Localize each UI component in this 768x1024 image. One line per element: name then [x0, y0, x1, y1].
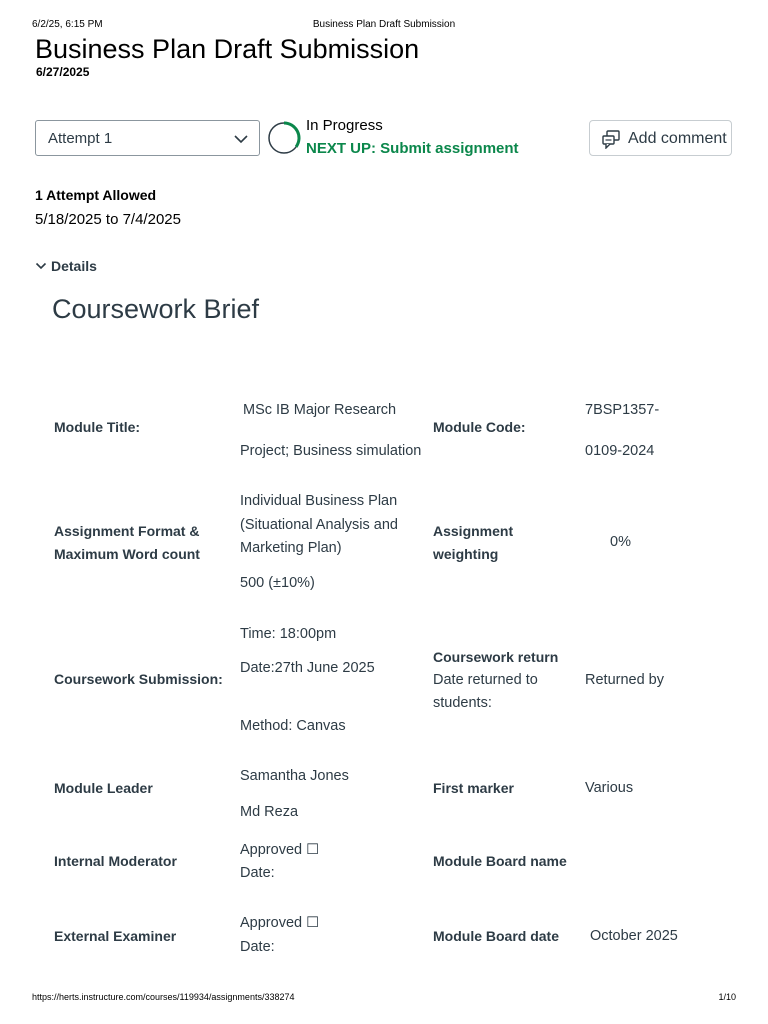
- word-count-value: 500 (±10%): [240, 575, 315, 591]
- due-date: 6/27/2025: [36, 65, 90, 79]
- page-title: Business Plan Draft Submission: [35, 34, 420, 64]
- print-timestamp: 6/2/25, 6:15 PM: [32, 19, 103, 30]
- progress-ring-icon: [267, 121, 301, 155]
- return-subtext-line1: Date returned to: [433, 672, 538, 688]
- chevron-down-icon: [35, 260, 47, 272]
- first-marker-value: Various: [585, 780, 634, 796]
- submission-method: Method: Canvas: [240, 718, 346, 734]
- weighting-label-line1: Assignment: [433, 523, 514, 539]
- attempt-select-value: Attempt 1: [48, 130, 113, 147]
- print-header: [32, 19, 736, 33]
- print-title: Business Plan Draft Submission: [312, 19, 456, 30]
- availability-dates: 5/18/2025 to 7/4/2025: [35, 211, 181, 228]
- format-label-line2: Maximum Word count: [54, 546, 200, 562]
- print-page-number: 1/10: [718, 992, 736, 1002]
- submission-time: Time: 18:00pm: [240, 626, 337, 642]
- weighting-value: 0%: [610, 534, 631, 550]
- module-title-value-line2: Project; Business simulation: [240, 443, 422, 459]
- module-code-value-line1: 7BSP1357-: [585, 402, 660, 418]
- chevron-down-icon: [233, 131, 249, 147]
- return-label: Coursework return: [433, 649, 559, 665]
- format-label-line1: Assignment Format &: [54, 523, 200, 539]
- print-url: https://herts.instructure.com/courses/119934/assignments/338274: [32, 992, 295, 1002]
- next-up-step: NEXT UP: Submit assignment: [306, 140, 519, 157]
- module-board-name-label: Module Board name: [433, 853, 567, 869]
- format-value-line1: Individual Business Plan: [240, 493, 398, 509]
- module-title-value-line1: MSc IB Major Research: [243, 402, 397, 418]
- format-value-line2: (Situational Analysis and: [240, 517, 398, 533]
- weighting-label-line2: weighting: [433, 546, 499, 562]
- internal-moderator-label: Internal Moderator: [54, 853, 177, 869]
- attempt-select[interactable]: [35, 120, 260, 156]
- status-text: In Progress: [306, 117, 383, 134]
- print-footer: [32, 992, 736, 1006]
- module-code-label: Module Code:: [433, 419, 526, 435]
- module-board-date-label: Module Board date: [433, 928, 560, 944]
- internal-date: Date:: [240, 865, 275, 881]
- format-value-line3: Marketing Plan): [240, 540, 342, 556]
- submission-date: Date:27th June 2025: [240, 660, 375, 676]
- module-board-date-value: October 2025: [590, 928, 678, 944]
- module-leader-name-1: Samantha Jones: [240, 768, 349, 784]
- module-code-value-line2: 0109-2024: [585, 443, 655, 459]
- details-label: Details: [51, 258, 97, 274]
- first-marker-label: First marker: [433, 780, 514, 796]
- module-leader-label: Module Leader: [54, 780, 153, 796]
- details-toggle[interactable]: [35, 258, 97, 274]
- external-approved: Approved ☐: [240, 915, 320, 931]
- module-leader-name-2: Md Reza: [240, 804, 299, 820]
- module-title-label: Module Title:: [54, 419, 141, 435]
- add-comment-label: Add comment: [628, 130, 727, 147]
- internal-approved: Approved ☐: [240, 842, 320, 858]
- return-value: Returned by: [585, 672, 664, 688]
- submission-label: Coursework Submission:: [54, 671, 223, 687]
- attempts-allowed: 1 Attempt Allowed: [35, 187, 157, 203]
- external-date: Date:: [240, 939, 275, 955]
- comment-icon: [601, 129, 621, 149]
- add-comment-button[interactable]: [589, 120, 732, 156]
- coursework-brief-heading: Coursework Brief: [52, 294, 260, 324]
- external-examiner-label: External Examiner: [54, 928, 177, 944]
- return-subtext-line2: students:: [433, 695, 492, 711]
